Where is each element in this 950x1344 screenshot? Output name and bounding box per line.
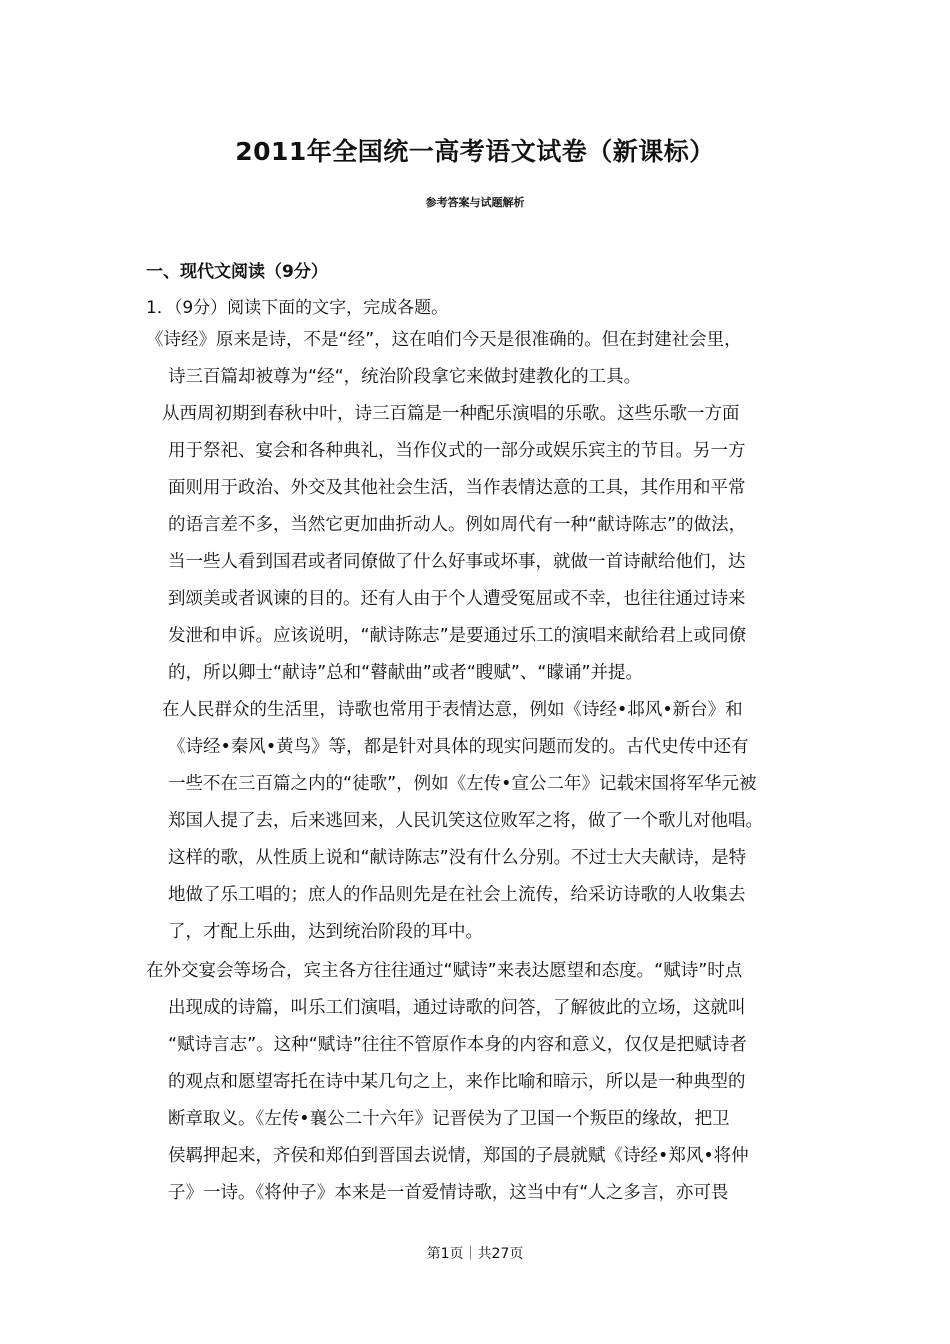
paragraph-line: 面则用于政治、外交及其他社会生活，当作表情达意的工具，其作用和平常: [168, 478, 746, 498]
document-subtitle: 参考答案与试题解析: [425, 196, 525, 209]
paragraph-line: 子》一诗。《将仲子》本来是一首爱情诗歌，这当中有“人之多言，亦可畏: [168, 1183, 729, 1203]
paragraph-line: 当一些人看到国君或者同僚做了什么好事或坏事，就做一首诗献给他们，达: [168, 552, 746, 572]
paragraph-line: 的观点和愿望寄托在诗中某几句之上，来作比喻和暗示，所以是一种典型的: [168, 1072, 746, 1092]
paragraph-line: 出现成的诗篇，叫乐工们演唱，通过诗歌的问答，了解彼此的立场，这就叫: [168, 998, 746, 1018]
paragraph-line: 《诗经•秦风•黄鸟》等，都是针对具体的现实问题而发的。古代史传中还有: [168, 737, 749, 757]
paragraph-line: 从西周初期到春秋中叶，诗三百篇是一种配乐演唱的乐歌。这些乐歌一方面: [162, 404, 740, 424]
paragraph-line: “赋诗言志”。这种“赋诗”往往不管原作本身的内容和意义，仅仅是把赋诗者: [168, 1035, 747, 1055]
paragraph-line: 了，才配上乐曲，达到统治阶段的耳中。: [168, 922, 483, 942]
paragraph-line: 这样的歌，从性质上说和“献诗陈志”没有什么分别。不过士大夫献诗，是特: [168, 848, 747, 868]
paragraph-line: 一些不在三百篇之内的“徒歌”，例如《左传•宣公二年》记载宋国将军华元被: [168, 774, 757, 794]
paragraph-line: 到颂美或者讽谏的目的。还有人由于个人遭受冤屈或不幸，也往往通过诗来: [168, 589, 746, 609]
paragraph-line: 在外交宴会等场合，宾主各方往往通过“赋诗”来表达愿望和态度。“赋诗”时点: [146, 961, 743, 981]
page-footer: 第1页｜共27页: [426, 1246, 524, 1262]
paragraph-3: [162, 692, 832, 951]
paragraph-1: [146, 322, 816, 396]
paragraph-line: 在人民群众的生活里，诗歌也常用于表情达意，例如《诗经•邶风•新台》和: [162, 700, 743, 720]
paragraph-line: 侯羁押起来，齐侯和郑伯到晋国去说情，郑国的子晨就赋《诗经•郑风•将仲: [168, 1146, 749, 1166]
paragraph-4: [146, 953, 816, 1212]
paragraph-line: 《诗经》原来是诗，不是“经”，这在咱们今天是很准确的。但在封建社会里，: [146, 330, 742, 350]
section-heading: 一、现代文阅读（9分）: [146, 262, 328, 282]
paragraph-2: [162, 396, 832, 692]
document-title: 2011年全国统一高考语文试卷（新课标）: [235, 137, 715, 166]
paragraph-line: 发泄和申诉。应该说明，“献诗陈志”是要通过乐工的演唱来献给君上或同僚: [168, 626, 747, 646]
paragraph-line: 地做了乐工唱的；庶人的作品则先是在社会上流传，给采访诗歌的人收集去: [168, 885, 746, 905]
paragraph-line: 诗三百篇却被尊为“经“，统治阶段拿它来做封建教化的工具。: [168, 367, 642, 387]
question-intro: 1．（9分）阅读下面的文字，完成各题。: [146, 298, 449, 318]
paragraph-line: 用于祭祀、宴会和各种典礼，当作仪式的一部分或娱乐宾主的节目。另一方: [168, 441, 746, 461]
paragraph-line: 断章取义。《左传•襄公二十六年》记晋侯为了卫国一个叛臣的缘故，把卫: [168, 1109, 730, 1129]
paragraph-line: 的，所以卿士“献诗”总和“瞽献曲”或者“瞍赋”、“矇诵”并提。: [168, 663, 644, 683]
paragraph-line: 的语言差不多，当然它更加曲折动人。例如周代有一种“献诗陈志”的做法，: [168, 515, 747, 535]
paragraph-line: 郑国人提了去，后来逃回来，人民讥笑这位败军之将，做了一个歌儿对他唱。: [168, 811, 763, 831]
